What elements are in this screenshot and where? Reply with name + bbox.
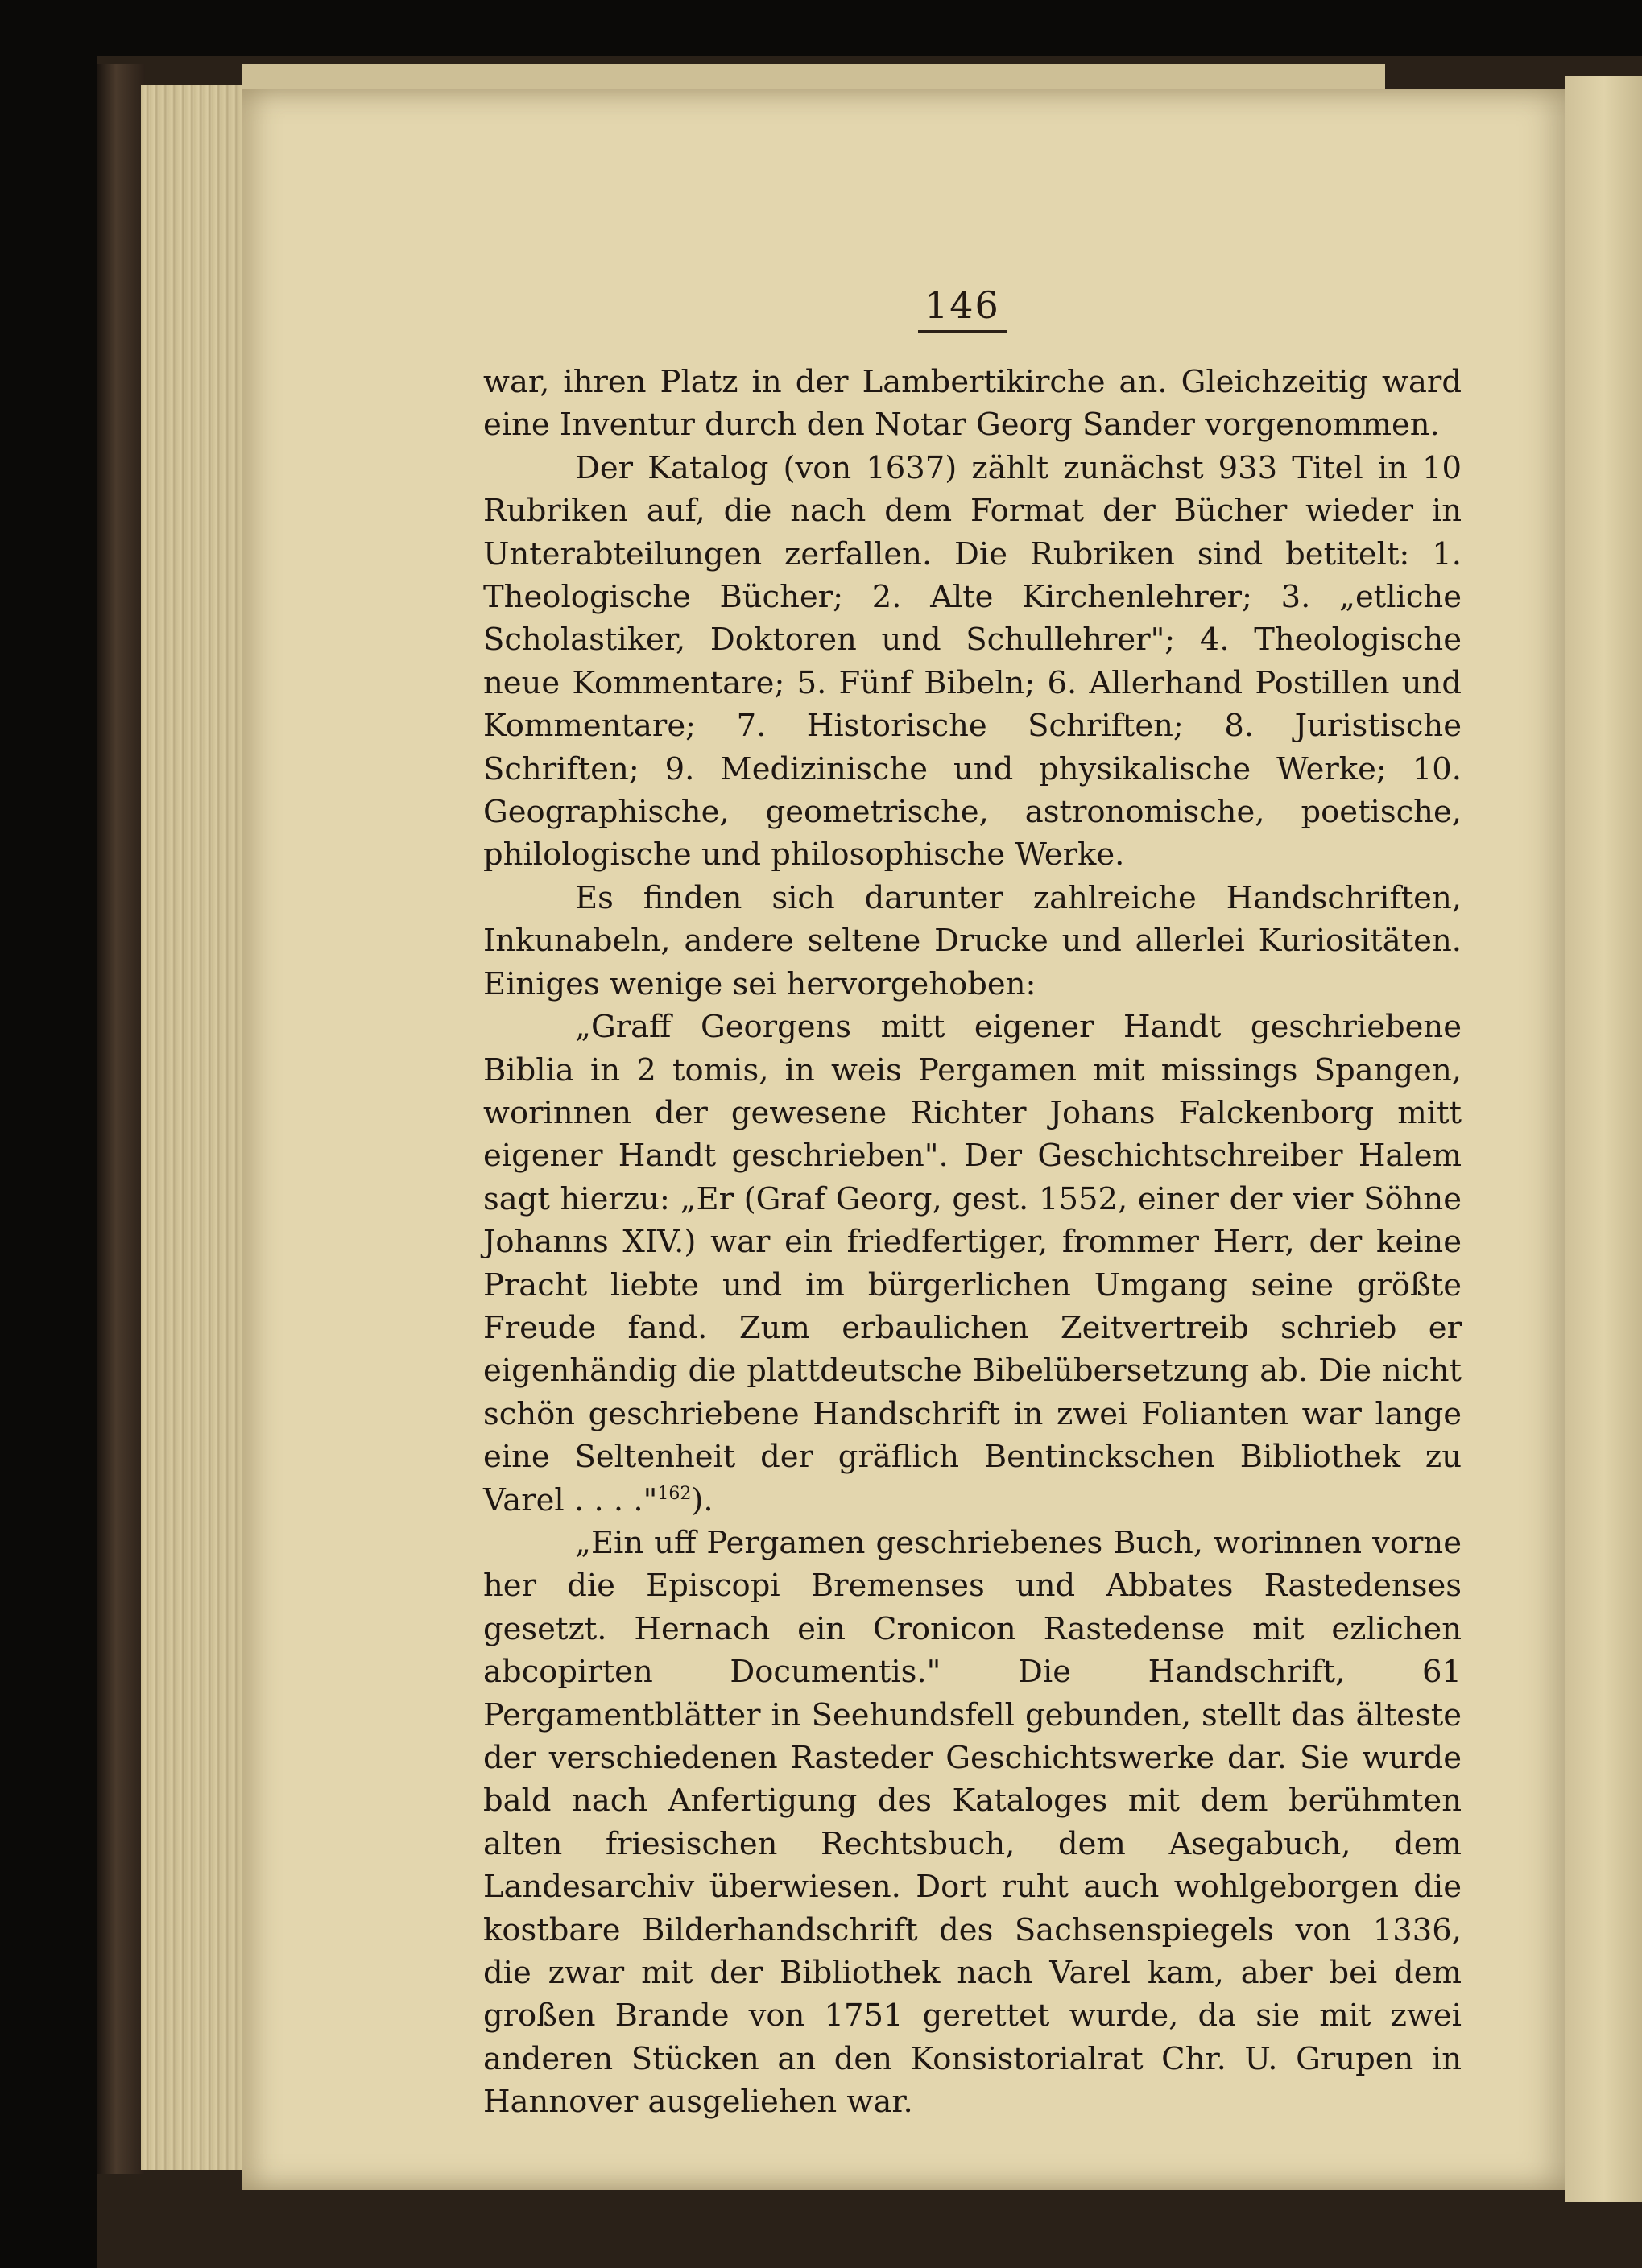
- paragraph-4-tail: ).: [691, 1481, 713, 1518]
- paragraph-4: [483, 1006, 1462, 1522]
- paragraph-3: Es finden sich darunter zahlreiche Handschriften, Inkunabeln, andere seltene Drucke und allerlei Kuriositäten. Einiges wenige sei hervorgehoben:: [483, 879, 1462, 1002]
- page-top-edge: [242, 64, 1385, 89]
- footnote-reference: 162: [657, 1483, 692, 1504]
- paragraph-4-text: „Graff Georgens mitt eigener Handt geschriebene Biblia in 2 tomis, in weis Pergamen mit missings Spangen, worinnen der gewesene Richter Johans Falckenborg mitt eigener Handt geschrieben". Der Geschichtschreiber Halem sagt hierzu: „Er (Graf Georg, gest. 1552, einer der vier Söhne Johanns XIV.) war ein friedfertiger, frommer Herr, der keine Pracht liebte und im bürgerlichen Umgang seine größte Freude fand. Zum erbaulichen Zeitvertreib schrieb er eigenhändig die plattdeutsche Bibelübersetzung ab. Die nicht schön geschriebene Handschrift in zwei Folianten war lange eine Seltenheit der gräflich Bentinckschen Bibliothek zu Varel . . . .": [483, 1009, 1462, 1518]
- facing-page-edge: [1565, 76, 1642, 2202]
- paragraph-1: war, ihren Platz in der Lambertikirche an. Gleichzeitig ward eine Inventur durch den Notar Georg Sander vorgenommen.: [483, 364, 1462, 444]
- book-spine: [97, 64, 145, 2174]
- paragraph-5: „Ein uff Pergamen geschriebenes Buch, worinnen vorne her die Episcopi Bremenses und Abbates Rastedenses gesetzt. Hernach ein Cronicon Rastedense mit ezlichen abcopirten Documentis." Die Handschrift, 61 Pergamentblätter in Seehundsfell gebunden, stellt das älteste der verschiedenen Rasteder Geschichtswerke dar. Sie wurde bald nach Anfertigung des Kataloges mit dem berühmten alten friesischen Rechtsbuch, dem Asegabuch, dem Landesarchiv überwiesen. Dort ruht auch wohlgeborgen die kostbare Bilderhandschrift des Sachsenspiegels von 1336, die zwar mit der Bibliothek nach Varel kam, aber bei dem großen Brande von 1751 gerettet wurde, da sie mit zwei anderen Stücken an den Konsistorialrat Chr. U. Grupen in Hannover ausgeliehen war.: [483, 1524, 1462, 2121]
- page-number: 146: [918, 283, 1007, 333]
- page-text: [483, 361, 1462, 2124]
- paragraph-2: Der Katalog (von 1637) zählt zunächst 933 Titel in 10 Rubriken auf, die nach dem Format der Bücher wieder in Unterabteilungen zerfallen. Die Rubriken sind betitelt: 1. Theologische Bücher; 2. Alte Kirchenlehrer; 3. „etliche Scholastiker, Doktoren und Schullehrer"; 4. Theologische neue Kommentare; 5. Fünf Bibeln; 6. Allerhand Postillen und Kommentare; 7. Historische Schriften; 8. Juristische Schriften; 9. Medizinische und physikalische Werke; 10. Geographische, geometrische, astronomische, poetische, philologische und philosophische Werke.: [483, 449, 1462, 874]
